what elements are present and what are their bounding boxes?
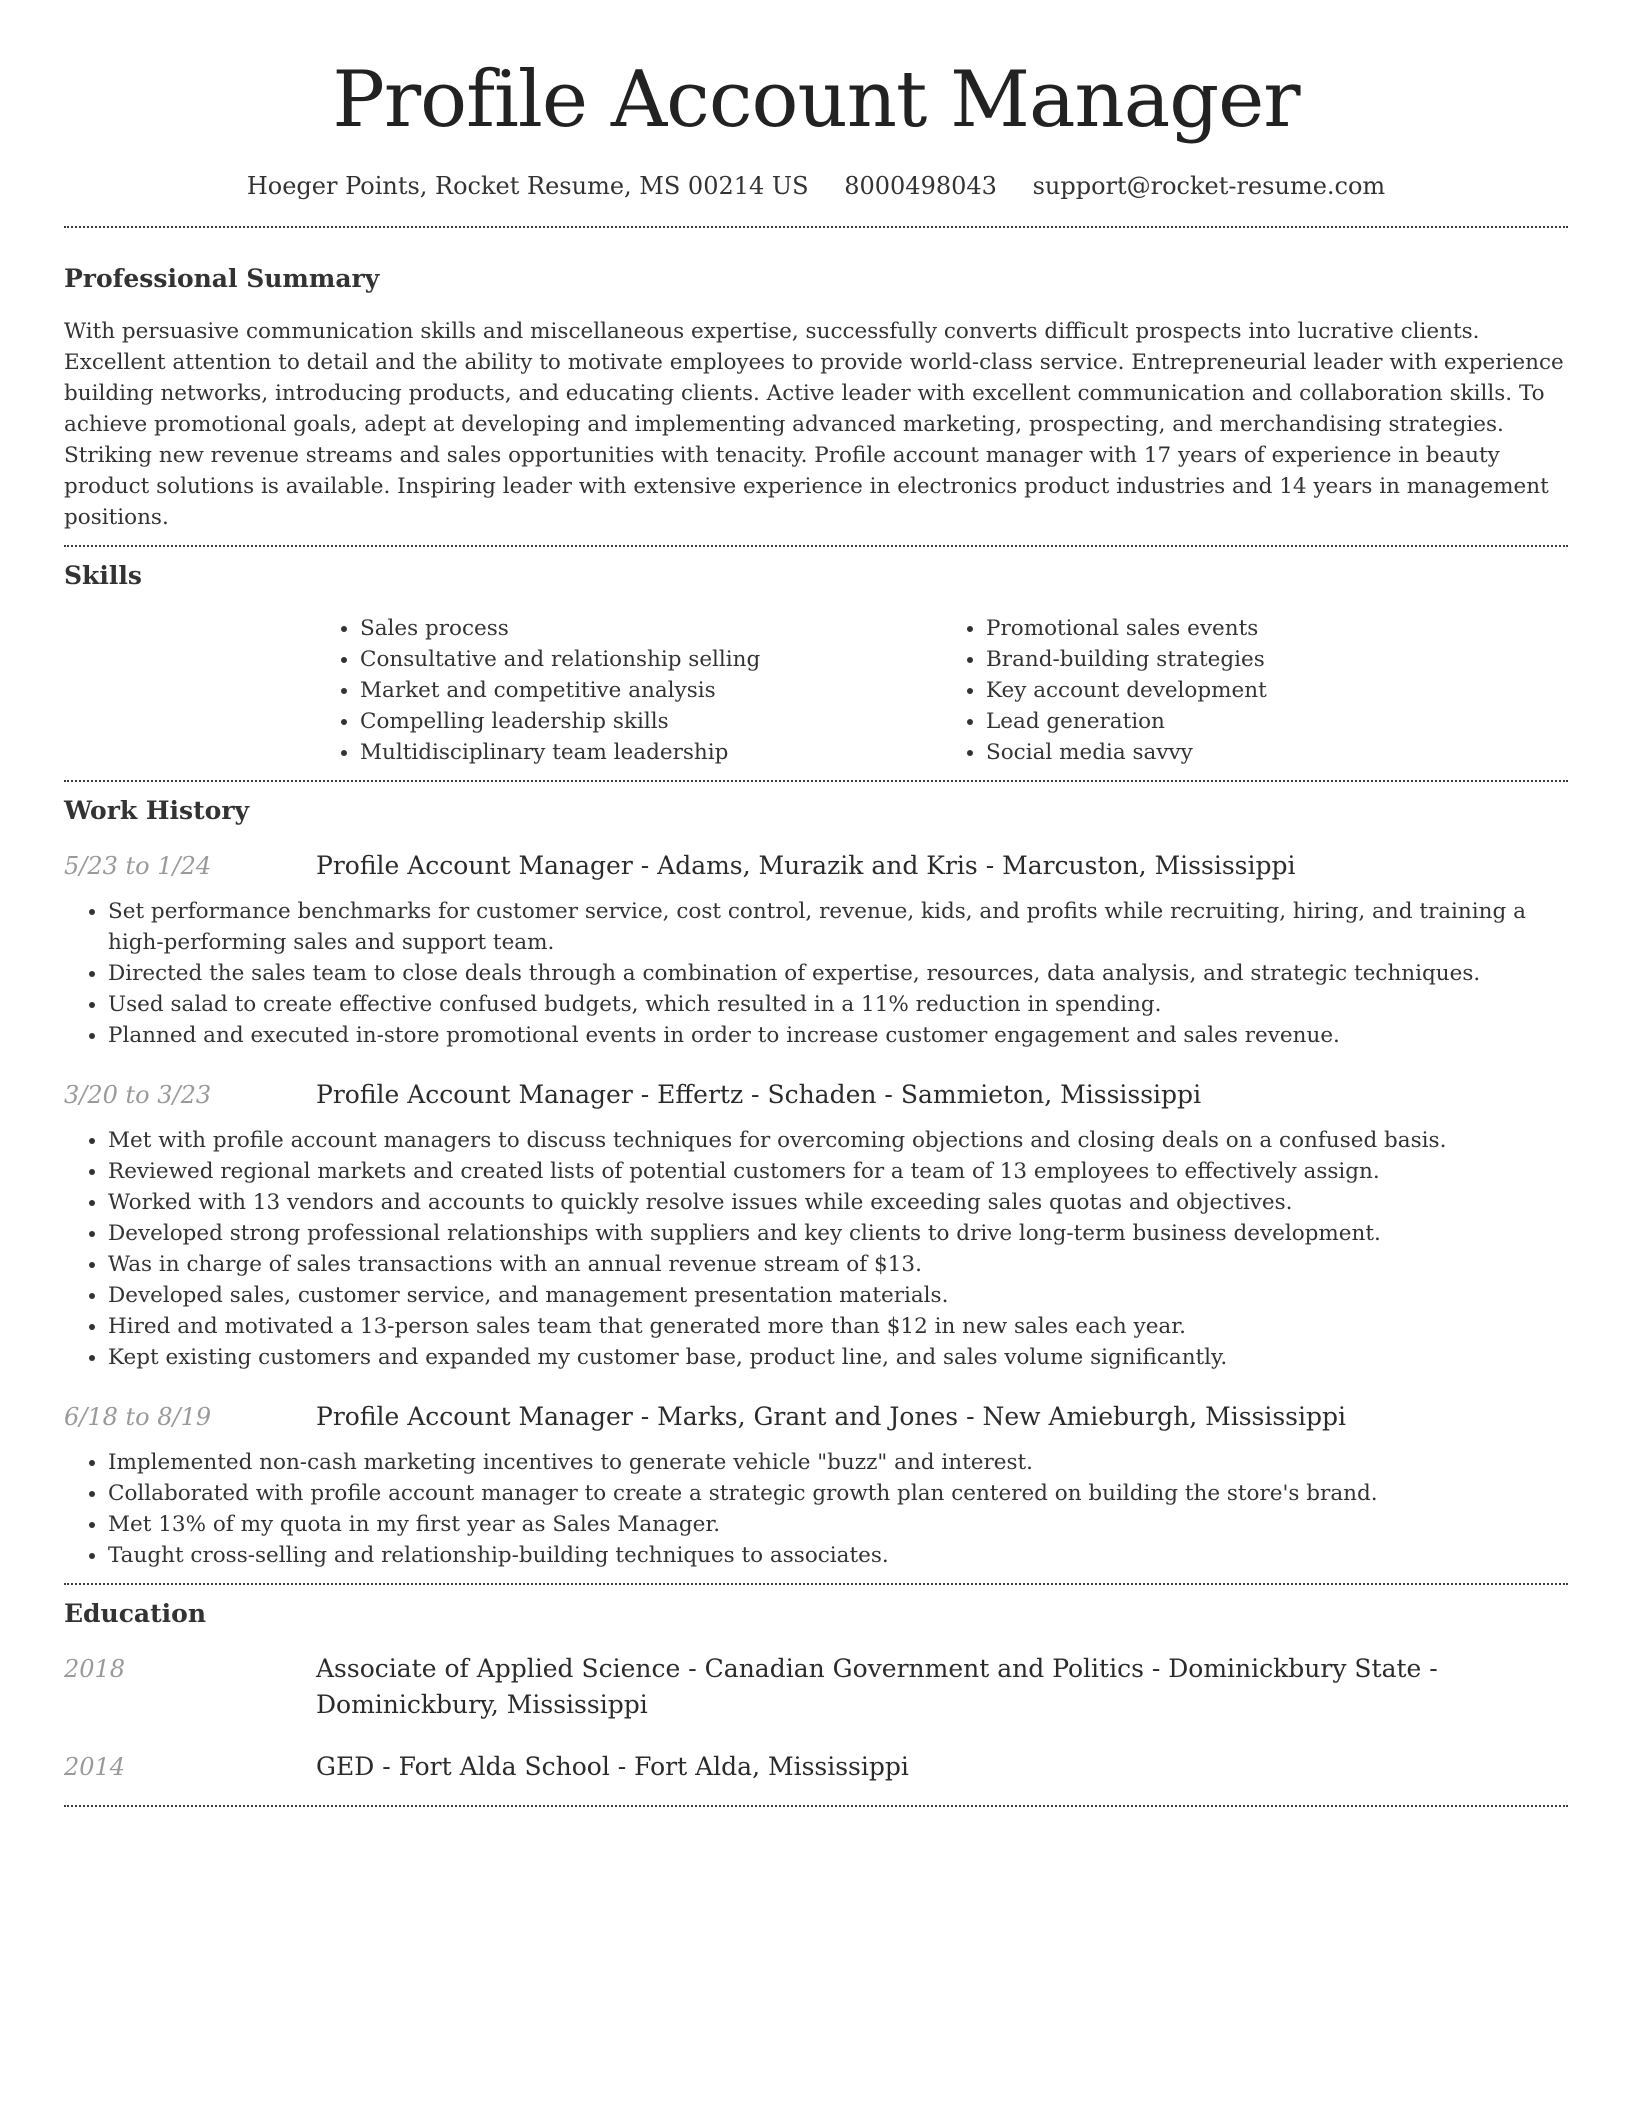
education-entry bbox=[64, 1651, 1568, 1723]
skills-heading: Skills bbox=[64, 561, 142, 590]
job-bullets bbox=[64, 1447, 1568, 1571]
skills-list-right bbox=[942, 613, 1568, 768]
skill-item: • Compelling leadership skills bbox=[360, 706, 942, 737]
job-title: Profile Account Manager - Effertz - Schaden - Sammieton, Mississippi bbox=[316, 1080, 1202, 1109]
divider bbox=[64, 1583, 1568, 1585]
contact-address: Hoeger Points, Rocket Resume, MS 00214 US bbox=[246, 172, 809, 200]
resume-name: Profile Account Manager bbox=[332, 55, 1300, 145]
work-heading: Work History bbox=[64, 796, 250, 825]
skill-item: • Brand-building strategies bbox=[986, 644, 1568, 675]
summary-heading: Professional Summary bbox=[64, 264, 380, 293]
job-date: 3/20 to 3/23 bbox=[64, 1081, 212, 1109]
education-title: Associate of Applied Science - Canadian Government and Politics - Dominickbury State - Dominickbury, Mississippi bbox=[316, 1654, 1438, 1719]
contact-email: support@rocket-resume.com bbox=[1032, 172, 1386, 200]
job-bullet: • Was in charge of sales transactions with an annual revenue stream of $13. bbox=[108, 1249, 1568, 1280]
skill-item: • Consultative and relationship selling bbox=[360, 644, 942, 675]
job-bullet: • Met with profile account managers to discuss techniques for overcoming objections and closing deals on a confused basis. bbox=[108, 1125, 1568, 1156]
skill-item: • Multidisciplinary team leadership bbox=[360, 737, 942, 768]
education-title: GED - Fort Alda School - Fort Alda, Mississippi bbox=[316, 1752, 909, 1781]
job-date: 6/18 to 8/19 bbox=[64, 1403, 212, 1431]
education-section bbox=[64, 1597, 1568, 1785]
job-bullet: • Hired and motivated a 13-person sales team that generated more than $12 in new sales each year. bbox=[108, 1311, 1568, 1342]
job-bullet: • Kept existing customers and expanded my customer base, product line, and sales volume significantly. bbox=[108, 1342, 1568, 1373]
job-bullet: • Worked with 13 vendors and accounts to quickly resolve issues while exceeding sales quotas and objectives. bbox=[108, 1187, 1568, 1218]
skill-item: • Sales process bbox=[360, 613, 942, 644]
divider bbox=[64, 780, 1568, 782]
job-bullet: • Developed sales, customer service, and management presentation materials. bbox=[108, 1280, 1568, 1311]
job-bullet: • Reviewed regional markets and created lists of potential customers for a team of 13 employees to effectively assign. bbox=[108, 1156, 1568, 1187]
job-bullet: • Taught cross-selling and relationship-building techniques to associates. bbox=[108, 1540, 1568, 1571]
education-date: 2014 bbox=[64, 1753, 126, 1781]
job-bullet: • Used salad to create effective confused budgets, which resulted in a 11% reduction in spending. bbox=[108, 989, 1568, 1020]
job-entry bbox=[64, 1077, 1568, 1373]
education-entry bbox=[64, 1749, 1568, 1785]
job-title: Profile Account Manager - Marks, Grant and Jones - New Amieburgh, Mississippi bbox=[316, 1402, 1347, 1431]
job-entry bbox=[64, 1399, 1568, 1571]
education-heading: Education bbox=[64, 1599, 207, 1628]
education-date: 2018 bbox=[64, 1655, 126, 1683]
job-header bbox=[64, 1077, 1568, 1113]
contact-line bbox=[64, 170, 1568, 202]
divider bbox=[64, 226, 1568, 228]
work-section bbox=[64, 794, 1568, 1571]
job-bullet: • Met 13% of my quota in my first year as Sales Manager. bbox=[108, 1509, 1568, 1540]
divider bbox=[64, 1805, 1568, 1807]
job-bullet: • Set performance benchmarks for customer service, cost control, revenue, kids, and profits while recruiting, hiring, and training a high-performing sales and support team. bbox=[108, 896, 1568, 958]
job-bullet: • Developed strong professional relationships with suppliers and key clients to drive long-term business development. bbox=[108, 1218, 1568, 1249]
contact-phone: 8000498043 bbox=[844, 172, 997, 200]
job-bullet: • Collaborated with profile account manager to create a strategic growth plan centered on building the store's brand. bbox=[108, 1478, 1568, 1509]
summary-section bbox=[64, 262, 1568, 533]
summary-text: With persuasive communication skills and miscellaneous expertise, successfully converts difficult prospects into lucrative clients. Excellent attention to detail and the ability to motivate employees to provide world-class service. Entrepreneurial leader with experience building networks, introducing products, and educating clients. Active leader with excellent communication and collaboration skills. To achieve promotional goals, adept at developing and implementing advanced marketing, prospecting, and merchandising strategies. Striking new revenue streams and sales opportunities with tenacity. Profile account manager with 17 years of experience in beauty product solutions is available. Inspiring leader with extensive experience in electronics product industries and 14 years in management positions. bbox=[64, 319, 1564, 530]
job-bullet: • Directed the sales team to close deals through a combination of expertise, resources, data analysis, and strategic techniques. bbox=[108, 958, 1568, 989]
skills-grid bbox=[316, 613, 1568, 768]
job-entry bbox=[64, 848, 1568, 1051]
job-bullet: • Implemented non-cash marketing incentives to generate vehicle "buzz" and interest. bbox=[108, 1447, 1568, 1478]
skill-item: • Promotional sales events bbox=[986, 613, 1568, 644]
skills-section bbox=[64, 559, 1568, 768]
skill-item: • Lead generation bbox=[986, 706, 1568, 737]
skill-item: • Social media savvy bbox=[986, 737, 1568, 768]
job-header bbox=[64, 848, 1568, 884]
job-header bbox=[64, 1399, 1568, 1435]
job-title: Profile Account Manager - Adams, Murazik and Kris - Marcuston, Mississippi bbox=[316, 851, 1296, 880]
job-date: 5/23 to 1/24 bbox=[64, 852, 212, 880]
skill-item: • Key account development bbox=[986, 675, 1568, 706]
divider bbox=[64, 545, 1568, 547]
skills-list-left bbox=[316, 613, 942, 768]
job-bullet: • Planned and executed in-store promotional events in order to increase customer engagement and sales revenue. bbox=[108, 1020, 1568, 1051]
job-bullets bbox=[64, 896, 1568, 1051]
skill-item: • Market and competitive analysis bbox=[360, 675, 942, 706]
job-bullets bbox=[64, 1125, 1568, 1373]
